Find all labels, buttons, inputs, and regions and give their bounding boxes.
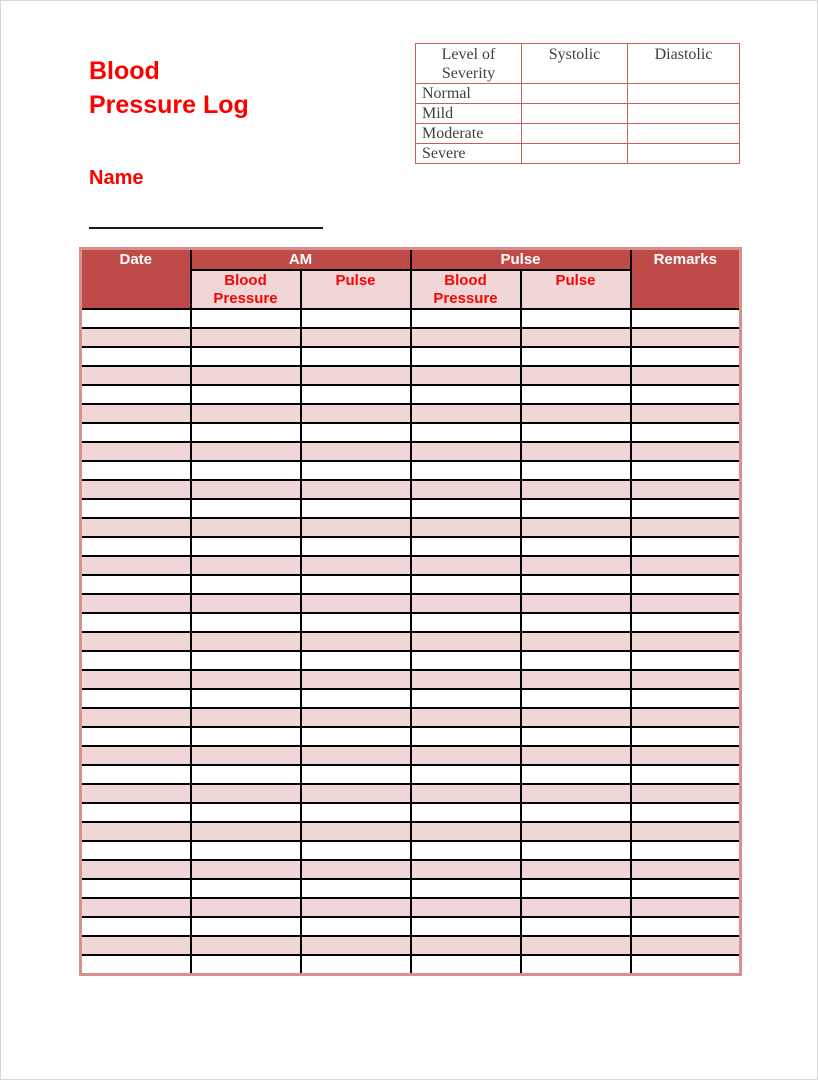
severity-systolic-cell — [522, 124, 628, 144]
log-cell-pulse-blood-pressure — [411, 803, 521, 822]
log-cell-remarks — [631, 784, 741, 803]
log-cell-date — [81, 480, 191, 499]
log-cell-am-blood-pressure — [191, 404, 301, 423]
log-cell-pulse-pulse — [521, 879, 631, 898]
severity-table-body — [416, 84, 740, 164]
log-cell-am-pulse — [301, 347, 411, 366]
log-cell-pulse-blood-pressure — [411, 898, 521, 917]
log-row — [81, 328, 741, 347]
log-cell-am-pulse — [301, 518, 411, 537]
log-cell-pulse-blood-pressure — [411, 936, 521, 955]
log-cell-remarks — [631, 803, 741, 822]
log-header-group-row — [81, 249, 741, 271]
log-cell-am-pulse — [301, 936, 411, 955]
log-cell-date — [81, 309, 191, 328]
severity-row — [416, 124, 740, 144]
log-cell-pulse-pulse — [521, 670, 631, 689]
log-cell-remarks — [631, 727, 741, 746]
log-header-date: Date — [81, 249, 191, 310]
log-cell-remarks — [631, 518, 741, 537]
log-cell-am-blood-pressure — [191, 537, 301, 556]
severity-row — [416, 144, 740, 164]
log-cell-pulse-pulse — [521, 613, 631, 632]
log-subheader-pulse-pulse: Pulse — [521, 270, 631, 309]
log-cell-am-pulse — [301, 461, 411, 480]
severity-diastolic-cell — [628, 84, 740, 104]
log-cell-am-blood-pressure — [191, 632, 301, 651]
log-cell-pulse-blood-pressure — [411, 518, 521, 537]
log-cell-am-pulse — [301, 423, 411, 442]
log-cell-pulse-blood-pressure — [411, 765, 521, 784]
log-cell-pulse-pulse — [521, 784, 631, 803]
log-cell-am-pulse — [301, 385, 411, 404]
log-cell-pulse-pulse — [521, 575, 631, 594]
log-cell-am-blood-pressure — [191, 442, 301, 461]
log-cell-am-blood-pressure — [191, 575, 301, 594]
log-cell-am-blood-pressure — [191, 385, 301, 404]
log-cell-pulse-pulse — [521, 708, 631, 727]
log-cell-remarks — [631, 765, 741, 784]
log-cell-pulse-pulse — [521, 727, 631, 746]
log-cell-pulse-pulse — [521, 917, 631, 936]
log-cell-pulse-pulse — [521, 537, 631, 556]
log-cell-pulse-blood-pressure — [411, 575, 521, 594]
log-cell-pulse-blood-pressure — [411, 651, 521, 670]
log-cell-date — [81, 423, 191, 442]
log-cell-date — [81, 461, 191, 480]
log-cell-remarks — [631, 670, 741, 689]
log-cell-remarks — [631, 480, 741, 499]
log-row — [81, 575, 741, 594]
log-row — [81, 708, 741, 727]
log-row — [81, 651, 741, 670]
log-cell-am-pulse — [301, 404, 411, 423]
log-cell-pulse-blood-pressure — [411, 461, 521, 480]
log-row — [81, 518, 741, 537]
log-cell-pulse-blood-pressure — [411, 879, 521, 898]
log-cell-pulse-pulse — [521, 347, 631, 366]
log-cell-date — [81, 347, 191, 366]
log-cell-am-blood-pressure — [191, 499, 301, 518]
log-table-body — [81, 309, 741, 974]
log-cell-am-pulse — [301, 689, 411, 708]
severity-header-diastolic: Diastolic — [628, 44, 740, 84]
log-cell-pulse-pulse — [521, 366, 631, 385]
log-cell-am-blood-pressure — [191, 879, 301, 898]
severity-level-cell: Mild — [416, 104, 522, 124]
log-cell-am-pulse — [301, 822, 411, 841]
log-row — [81, 803, 741, 822]
severity-header-systolic: Systolic — [522, 44, 628, 84]
log-cell-remarks — [631, 860, 741, 879]
log-cell-pulse-pulse — [521, 651, 631, 670]
log-cell-remarks — [631, 499, 741, 518]
log-cell-pulse-blood-pressure — [411, 328, 521, 347]
log-row — [81, 461, 741, 480]
log-cell-am-pulse — [301, 328, 411, 347]
log-cell-am-blood-pressure — [191, 651, 301, 670]
log-cell-date — [81, 708, 191, 727]
log-row — [81, 537, 741, 556]
log-header-pulse-group: Pulse — [411, 249, 631, 271]
log-row — [81, 556, 741, 575]
log-cell-am-pulse — [301, 480, 411, 499]
log-cell-am-blood-pressure — [191, 518, 301, 537]
log-cell-pulse-blood-pressure — [411, 727, 521, 746]
log-cell-pulse-blood-pressure — [411, 746, 521, 765]
log-cell-date — [81, 651, 191, 670]
log-cell-pulse-pulse — [521, 499, 631, 518]
log-cell-am-blood-pressure — [191, 366, 301, 385]
log-cell-am-blood-pressure — [191, 841, 301, 860]
severity-systolic-cell — [522, 104, 628, 124]
log-cell-am-pulse — [301, 841, 411, 860]
log-cell-date — [81, 556, 191, 575]
log-cell-am-pulse — [301, 537, 411, 556]
log-cell-pulse-blood-pressure — [411, 784, 521, 803]
log-cell-pulse-blood-pressure — [411, 917, 521, 936]
log-cell-am-pulse — [301, 632, 411, 651]
log-cell-am-blood-pressure — [191, 309, 301, 328]
log-cell-remarks — [631, 613, 741, 632]
severity-diastolic-cell — [628, 104, 740, 124]
log-row — [81, 632, 741, 651]
log-cell-am-blood-pressure — [191, 594, 301, 613]
title-line-2: Pressure Log — [89, 91, 249, 119]
log-cell-am-pulse — [301, 784, 411, 803]
severity-reference-table — [415, 43, 740, 164]
log-cell-am-blood-pressure — [191, 822, 301, 841]
severity-diastolic-cell — [628, 124, 740, 144]
log-cell-remarks — [631, 898, 741, 917]
log-row — [81, 765, 741, 784]
severity-level-cell: Severe — [416, 144, 522, 164]
log-row — [81, 594, 741, 613]
log-row — [81, 727, 741, 746]
severity-header-row — [416, 44, 740, 84]
log-cell-date — [81, 727, 191, 746]
log-cell-am-pulse — [301, 309, 411, 328]
log-subheader-am-pulse: Pulse — [301, 270, 411, 309]
log-cell-date — [81, 917, 191, 936]
log-cell-remarks — [631, 879, 741, 898]
log-cell-remarks — [631, 917, 741, 936]
severity-systolic-cell — [522, 84, 628, 104]
severity-diastolic-cell — [628, 144, 740, 164]
log-cell-am-blood-pressure — [191, 461, 301, 480]
document-title — [89, 54, 249, 122]
log-cell-am-blood-pressure — [191, 423, 301, 442]
log-cell-am-pulse — [301, 803, 411, 822]
log-cell-remarks — [631, 632, 741, 651]
log-cell-am-blood-pressure — [191, 689, 301, 708]
log-cell-date — [81, 518, 191, 537]
log-row — [81, 366, 741, 385]
log-cell-pulse-pulse — [521, 328, 631, 347]
log-cell-pulse-pulse — [521, 632, 631, 651]
log-cell-am-pulse — [301, 727, 411, 746]
log-cell-remarks — [631, 841, 741, 860]
log-cell-pulse-blood-pressure — [411, 537, 521, 556]
log-cell-pulse-pulse — [521, 689, 631, 708]
log-cell-date — [81, 803, 191, 822]
log-cell-remarks — [631, 689, 741, 708]
log-subheader-pulse-blood-pressure: Blood Pressure — [411, 270, 521, 309]
log-cell-pulse-blood-pressure — [411, 689, 521, 708]
log-row — [81, 423, 741, 442]
log-cell-remarks — [631, 309, 741, 328]
log-row — [81, 898, 741, 917]
severity-row — [416, 104, 740, 124]
log-cell-am-blood-pressure — [191, 480, 301, 499]
log-cell-date — [81, 841, 191, 860]
log-cell-am-pulse — [301, 594, 411, 613]
log-cell-pulse-pulse — [521, 442, 631, 461]
log-cell-am-blood-pressure — [191, 765, 301, 784]
title-line-1: Blood — [89, 57, 160, 85]
log-cell-am-pulse — [301, 575, 411, 594]
log-cell-date — [81, 822, 191, 841]
log-cell-am-pulse — [301, 708, 411, 727]
log-row — [81, 689, 741, 708]
log-row — [81, 309, 741, 328]
log-cell-remarks — [631, 385, 741, 404]
log-cell-am-pulse — [301, 651, 411, 670]
log-row — [81, 936, 741, 955]
log-cell-am-blood-pressure — [191, 613, 301, 632]
blood-pressure-log-table — [79, 247, 742, 976]
log-cell-pulse-pulse — [521, 594, 631, 613]
log-row — [81, 841, 741, 860]
log-cell-am-pulse — [301, 613, 411, 632]
log-cell-remarks — [631, 442, 741, 461]
log-cell-pulse-blood-pressure — [411, 442, 521, 461]
log-cell-pulse-pulse — [521, 803, 631, 822]
log-cell-remarks — [631, 594, 741, 613]
severity-level-cell: Normal — [416, 84, 522, 104]
log-cell-am-pulse — [301, 670, 411, 689]
log-cell-am-pulse — [301, 746, 411, 765]
log-cell-date — [81, 784, 191, 803]
log-cell-pulse-pulse — [521, 518, 631, 537]
log-subheader-am-blood-pressure: Blood Pressure — [191, 270, 301, 309]
log-cell-pulse-blood-pressure — [411, 708, 521, 727]
log-row — [81, 442, 741, 461]
log-cell-remarks — [631, 423, 741, 442]
log-cell-pulse-blood-pressure — [411, 480, 521, 499]
log-cell-pulse-blood-pressure — [411, 841, 521, 860]
severity-header-level: Level of Severity — [416, 44, 522, 84]
log-cell-date — [81, 689, 191, 708]
log-cell-pulse-blood-pressure — [411, 955, 521, 974]
log-cell-date — [81, 955, 191, 974]
log-cell-pulse-pulse — [521, 860, 631, 879]
log-row — [81, 822, 741, 841]
log-cell-pulse-blood-pressure — [411, 860, 521, 879]
log-row — [81, 499, 741, 518]
log-cell-date — [81, 898, 191, 917]
log-cell-pulse-pulse — [521, 746, 631, 765]
log-cell-am-blood-pressure — [191, 860, 301, 879]
log-cell-pulse-blood-pressure — [411, 613, 521, 632]
log-cell-am-blood-pressure — [191, 727, 301, 746]
severity-systolic-cell — [522, 144, 628, 164]
log-row — [81, 955, 741, 974]
log-cell-date — [81, 575, 191, 594]
log-cell-am-blood-pressure — [191, 556, 301, 575]
log-cell-am-pulse — [301, 955, 411, 974]
log-row — [81, 917, 741, 936]
log-cell-remarks — [631, 537, 741, 556]
log-cell-am-pulse — [301, 898, 411, 917]
name-label: Name — [89, 167, 144, 189]
log-cell-pulse-blood-pressure — [411, 366, 521, 385]
log-cell-pulse-pulse — [521, 480, 631, 499]
log-cell-pulse-pulse — [521, 461, 631, 480]
log-row — [81, 347, 741, 366]
log-cell-pulse-pulse — [521, 765, 631, 784]
log-cell-remarks — [631, 822, 741, 841]
log-cell-pulse-pulse — [521, 309, 631, 328]
log-cell-remarks — [631, 651, 741, 670]
log-cell-am-pulse — [301, 556, 411, 575]
log-cell-pulse-pulse — [521, 404, 631, 423]
log-cell-am-blood-pressure — [191, 917, 301, 936]
log-cell-remarks — [631, 366, 741, 385]
log-cell-am-blood-pressure — [191, 328, 301, 347]
name-fill-line — [89, 211, 323, 229]
log-row — [81, 404, 741, 423]
log-cell-date — [81, 537, 191, 556]
log-cell-remarks — [631, 347, 741, 366]
log-cell-am-pulse — [301, 860, 411, 879]
log-cell-am-pulse — [301, 879, 411, 898]
log-row — [81, 860, 741, 879]
log-cell-date — [81, 879, 191, 898]
log-cell-date — [81, 936, 191, 955]
log-cell-pulse-blood-pressure — [411, 556, 521, 575]
log-cell-pulse-pulse — [521, 955, 631, 974]
log-row — [81, 746, 741, 765]
log-cell-am-blood-pressure — [191, 898, 301, 917]
log-cell-am-pulse — [301, 366, 411, 385]
log-cell-pulse-pulse — [521, 898, 631, 917]
log-cell-date — [81, 442, 191, 461]
log-cell-date — [81, 860, 191, 879]
log-cell-date — [81, 404, 191, 423]
log-cell-pulse-blood-pressure — [411, 822, 521, 841]
log-cell-remarks — [631, 746, 741, 765]
log-cell-pulse-pulse — [521, 556, 631, 575]
log-cell-pulse-pulse — [521, 822, 631, 841]
log-header-remarks: Remarks — [631, 249, 741, 310]
log-cell-date — [81, 670, 191, 689]
log-cell-remarks — [631, 404, 741, 423]
log-cell-am-pulse — [301, 765, 411, 784]
log-row — [81, 784, 741, 803]
log-row — [81, 670, 741, 689]
log-cell-am-pulse — [301, 917, 411, 936]
severity-level-cell: Moderate — [416, 124, 522, 144]
log-cell-date — [81, 632, 191, 651]
log-cell-remarks — [631, 955, 741, 974]
log-cell-remarks — [631, 708, 741, 727]
severity-row — [416, 84, 740, 104]
log-cell-pulse-pulse — [521, 936, 631, 955]
log-cell-remarks — [631, 575, 741, 594]
log-cell-pulse-blood-pressure — [411, 670, 521, 689]
log-cell-date — [81, 385, 191, 404]
log-cell-pulse-pulse — [521, 423, 631, 442]
log-cell-pulse-blood-pressure — [411, 499, 521, 518]
log-cell-remarks — [631, 461, 741, 480]
log-cell-pulse-blood-pressure — [411, 404, 521, 423]
log-cell-pulse-pulse — [521, 385, 631, 404]
log-cell-am-blood-pressure — [191, 955, 301, 974]
log-row — [81, 385, 741, 404]
log-cell-am-blood-pressure — [191, 670, 301, 689]
log-cell-date — [81, 613, 191, 632]
log-cell-pulse-pulse — [521, 841, 631, 860]
log-cell-am-blood-pressure — [191, 708, 301, 727]
log-cell-remarks — [631, 556, 741, 575]
log-header-am-group: AM — [191, 249, 411, 271]
log-cell-am-blood-pressure — [191, 347, 301, 366]
log-cell-pulse-blood-pressure — [411, 632, 521, 651]
log-cell-pulse-blood-pressure — [411, 594, 521, 613]
log-row — [81, 613, 741, 632]
log-cell-am-pulse — [301, 499, 411, 518]
log-cell-pulse-blood-pressure — [411, 347, 521, 366]
log-cell-pulse-blood-pressure — [411, 309, 521, 328]
log-cell-remarks — [631, 328, 741, 347]
log-cell-am-blood-pressure — [191, 784, 301, 803]
log-row — [81, 480, 741, 499]
log-cell-date — [81, 746, 191, 765]
log-cell-remarks — [631, 936, 741, 955]
log-cell-date — [81, 328, 191, 347]
log-cell-date — [81, 594, 191, 613]
log-cell-pulse-blood-pressure — [411, 423, 521, 442]
log-row — [81, 879, 741, 898]
log-cell-date — [81, 499, 191, 518]
log-cell-am-blood-pressure — [191, 936, 301, 955]
log-cell-pulse-blood-pressure — [411, 385, 521, 404]
log-cell-am-blood-pressure — [191, 803, 301, 822]
log-cell-date — [81, 366, 191, 385]
log-cell-am-pulse — [301, 442, 411, 461]
log-cell-am-blood-pressure — [191, 746, 301, 765]
log-cell-date — [81, 765, 191, 784]
